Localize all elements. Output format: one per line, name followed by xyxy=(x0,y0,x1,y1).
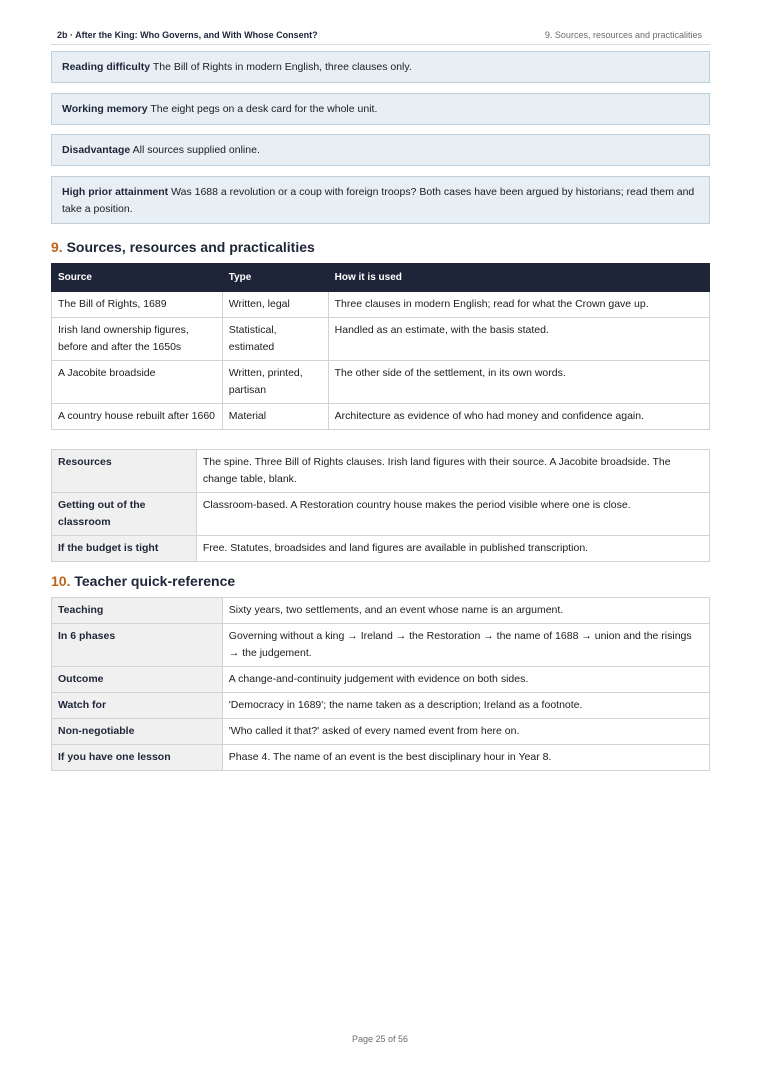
row-value: Governing without a king → Ireland → the Restoration → the name of 1688 → union and the risings → the judgement. xyxy=(222,624,709,667)
column-header-usage: How it is used xyxy=(328,264,709,292)
section-9-heading xyxy=(51,238,315,256)
callout-text: The Bill of Rights in modern English, three clauses only. xyxy=(152,61,412,73)
table-row xyxy=(52,667,710,693)
table-row xyxy=(52,745,710,771)
table-row xyxy=(52,598,710,624)
quick-reference-table xyxy=(51,597,710,771)
row-label: If you have one lesson xyxy=(52,745,223,771)
row-value: 'Democracy in 1689'; the name taken as a description; Ireland as a footnote. xyxy=(222,693,709,719)
section-10-heading xyxy=(51,572,235,590)
row-label: If the budget is tight xyxy=(52,536,197,562)
row-value: Sixty years, two settlements, and an event whose name is an argument. xyxy=(222,598,709,624)
table-row xyxy=(52,493,710,536)
callout-label: Reading difficulty xyxy=(62,61,151,73)
row-value: Phase 4. The name of an event is the best disciplinary hour in Year 8. xyxy=(222,745,709,771)
row-label: Getting out of the classroom xyxy=(52,493,197,536)
row-label: Teaching xyxy=(52,598,223,624)
table-row xyxy=(52,719,710,745)
current-section-label: 9. Sources, resources and practicalities xyxy=(544,30,702,40)
usage-cell: Handled as an estimate, with the basis stated. xyxy=(328,318,709,361)
running-header xyxy=(51,27,702,43)
section-number: 9. xyxy=(51,239,63,255)
row-label: Resources xyxy=(52,450,197,493)
row-label: Watch for xyxy=(52,693,223,719)
section-number: 10. xyxy=(51,573,71,589)
type-cell: Statistical, estimated xyxy=(222,318,328,361)
usage-cell: The other side of the settlement, in its own words. xyxy=(328,361,709,404)
table-row xyxy=(52,450,710,493)
table-header-row xyxy=(52,264,710,292)
type-cell: Material xyxy=(222,404,328,430)
row-value: 'Who called it that?' asked of every named event from here on. xyxy=(222,719,709,745)
section-title: Sources, resources and practicalities xyxy=(66,239,315,255)
callout-text: All sources supplied online. xyxy=(132,144,260,156)
source-cell: A country house rebuilt after 1660 xyxy=(52,404,223,430)
header-divider xyxy=(51,44,710,45)
table-row xyxy=(52,404,710,430)
row-value: Classroom-based. A Restoration country house makes the period visible where one is close. xyxy=(196,493,709,536)
section-title: Teacher quick-reference xyxy=(74,573,236,589)
column-header-type: Type xyxy=(222,264,328,292)
row-label: Outcome xyxy=(52,667,223,693)
row-value: A change-and-continuity judgement with evidence on both sides. xyxy=(222,667,709,693)
document-title: 2b · After the King: Who Governs, and With Whose Consent? xyxy=(57,30,318,40)
table-row xyxy=(52,693,710,719)
source-cell: The Bill of Rights, 1689 xyxy=(52,292,223,318)
table-row xyxy=(52,536,710,562)
column-header-source: Source xyxy=(52,264,223,292)
table-row xyxy=(52,292,710,318)
callout-high-prior-attainment xyxy=(51,176,710,224)
callout-label: Working memory xyxy=(62,103,148,115)
source-cell: A Jacobite broadside xyxy=(52,361,223,404)
source-cell: Irish land ownership figures, before and after the 1650s xyxy=(52,318,223,361)
row-label: In 6 phases xyxy=(52,624,223,667)
table-row xyxy=(52,624,710,667)
callout-text: The eight pegs on a desk card for the whole unit. xyxy=(150,103,378,115)
callout-text: Was 1688 a revolution or a coup with foreign troops? Both cases have been argued by historians; read them and take a position. xyxy=(62,186,695,215)
callout-working-memory xyxy=(51,93,710,125)
page-number: Page 25 of 56 xyxy=(351,1034,409,1044)
row-value: Free. Statutes, broadsides and land figures are available in published transcription. xyxy=(196,536,709,562)
type-cell: Written, printed, partisan xyxy=(222,361,328,404)
row-label: Non-negotiable xyxy=(52,719,223,745)
usage-cell: Architecture as evidence of who had money and confidence again. xyxy=(328,404,709,430)
practicalities-table xyxy=(51,449,710,562)
callout-label: High prior attainment xyxy=(62,186,169,198)
table-row xyxy=(52,361,710,404)
callout-label: Disadvantage xyxy=(62,144,131,156)
callout-reading-difficulty xyxy=(51,51,710,83)
table-row xyxy=(52,318,710,361)
type-cell: Written, legal xyxy=(222,292,328,318)
callout-disadvantage xyxy=(51,134,710,166)
sources-table xyxy=(51,263,710,430)
usage-cell: Three clauses in modern English; read for what the Crown gave up. xyxy=(328,292,709,318)
row-value: The spine. Three Bill of Rights clauses. Irish land figures with their source. A Jacobite broadside. The change table, blank. xyxy=(196,450,709,493)
